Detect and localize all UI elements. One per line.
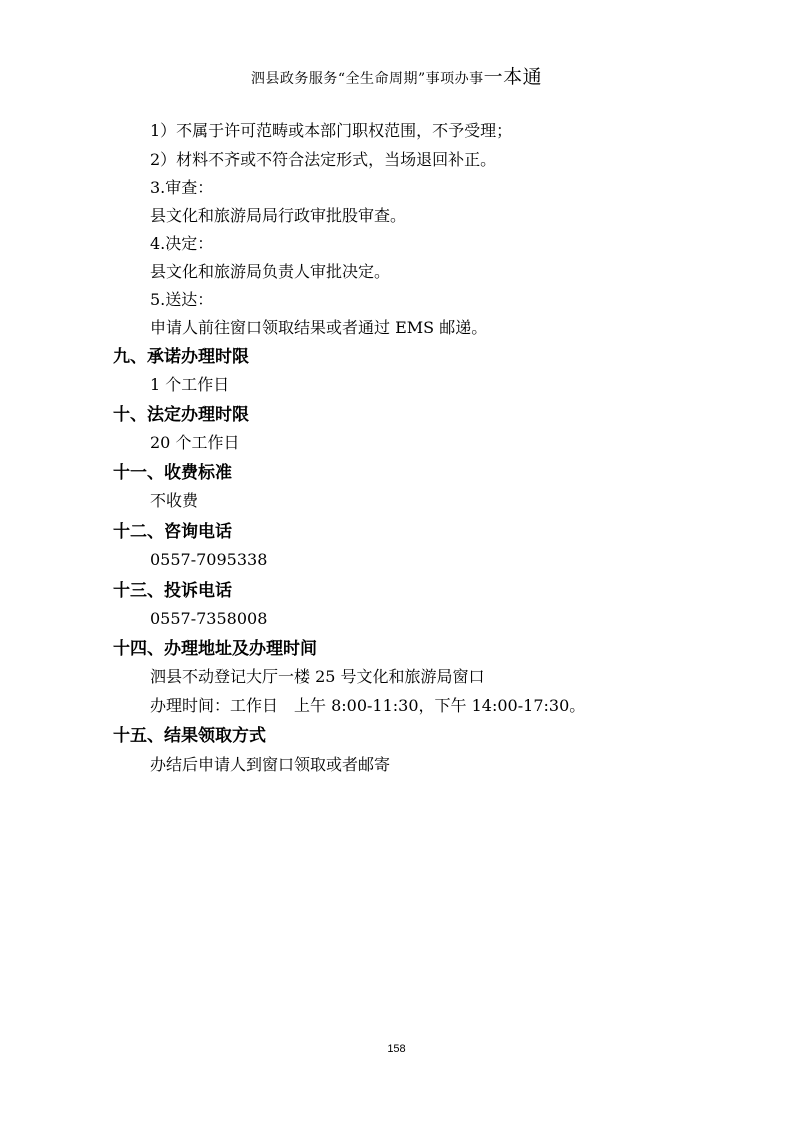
section-heading: 十一、收费标准 bbox=[113, 463, 232, 483]
page-header bbox=[0, 62, 793, 89]
section-heading: 十四、办理地址及办理时间 bbox=[113, 639, 317, 659]
body-line: 县文化和旅游局负责人审批决定。 bbox=[150, 262, 391, 281]
header-title-tail: 一本通 bbox=[483, 66, 543, 88]
section-body: 1 个工作日 bbox=[150, 375, 230, 394]
section-body: 办结后申请人到窗口领取或者邮寄 bbox=[150, 755, 391, 774]
section-heading: 十五、结果领取方式 bbox=[113, 726, 266, 746]
header-title: 泗县政务服务“全生命周期”事项办事 bbox=[250, 71, 484, 87]
address-line: 泗县不动登记大厅一楼 25 号文化和旅游局窗口 bbox=[150, 667, 485, 686]
section-heading: 十、法定办理时限 bbox=[113, 405, 249, 425]
body-line: 4.决定： bbox=[150, 234, 214, 253]
section-heading: 九、承诺办理时限 bbox=[113, 347, 249, 367]
section-body: 20 个工作日 bbox=[150, 433, 240, 452]
section-heading: 十二、咨询电话 bbox=[113, 522, 232, 542]
section-body: 不收费 bbox=[150, 491, 199, 510]
section-heading: 十三、投诉电话 bbox=[113, 581, 232, 601]
body-line: 申请人前往窗口领取结果或者通过 EMS 邮递。 bbox=[150, 318, 488, 337]
body-line: 1）不属于许可范畴或本部门职权范围，不予受理； bbox=[150, 121, 513, 140]
body-line: 县文化和旅游局局行政审批股审查。 bbox=[150, 206, 407, 225]
phone-complaint: 0557-7358008 bbox=[150, 609, 268, 628]
page-number: 158 bbox=[387, 1043, 406, 1055]
body-line: 2）材料不齐或不符合法定形式，当场退回补正。 bbox=[150, 150, 497, 169]
body-line: 3.审查： bbox=[150, 178, 214, 197]
body-line: 5.送达： bbox=[150, 290, 214, 309]
hours-line: 办理时间：工作日 上午 8:00-11:30，下午 14:00-17:30。 bbox=[150, 696, 586, 715]
phone-consult: 0557-7095338 bbox=[150, 550, 268, 569]
